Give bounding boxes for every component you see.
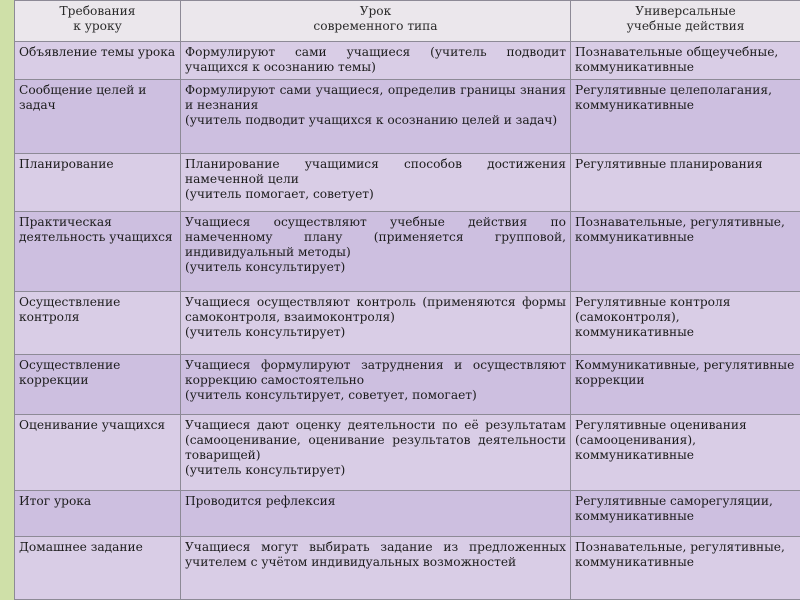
header-learning-actions (571, 1, 800, 42)
lesson-cell (181, 154, 571, 212)
table-row (15, 415, 800, 491)
lesson-text: Проводится рефлексия (185, 494, 336, 508)
table-row (15, 42, 800, 80)
header-requirements (15, 1, 181, 42)
lesson-note: (учитель консультирует) (185, 325, 346, 339)
lesson-text: Учащиеся осуществляют контроль (применяются формы самоконтроля, взаимоконтроля) (185, 295, 566, 324)
lesson-text: Планирование учащимися способов достижения намеченной цели (185, 157, 566, 186)
requirement-cell: Сообщение целей и задач (15, 80, 181, 154)
lesson-cell (181, 292, 571, 355)
actions-cell: Познавательные, регулятивные, коммуникативные (571, 212, 800, 292)
header-line: учебные действия (626, 19, 745, 33)
lesson-cell (181, 80, 571, 154)
header-modern-lesson (181, 1, 571, 42)
lesson-note: (учитель консультирует) (185, 260, 346, 274)
actions-cell: Коммуникативные, регулятивные коррекции (571, 355, 800, 415)
table-row (15, 491, 800, 537)
requirement-cell: Осуществление коррекции (15, 355, 181, 415)
lesson-note: (учитель консультирует, советует, помогает) (185, 388, 477, 402)
requirement-cell: Домашнее задание (15, 537, 181, 600)
lesson-requirements-table (14, 0, 800, 600)
header-line: Урок (359, 4, 392, 18)
table-row (15, 154, 800, 212)
actions-cell: Познавательные, регулятивные, коммуникативные (571, 537, 800, 600)
lesson-text: Формулируют сами учащиеся (учитель подводит учащихся к осознанию темы) (185, 45, 566, 74)
lesson-text: Учащиеся осуществляют учебные действия по намеченному плану (применяется групповой, индивидуальный методы) (185, 215, 566, 259)
lesson-note: (учитель подводит учащихся к осознанию целей и задач) (185, 113, 558, 127)
header-line: современного типа (313, 19, 438, 33)
lesson-cell (181, 415, 571, 491)
table-row (15, 212, 800, 292)
slide-left-strip (0, 0, 14, 600)
requirement-cell: Итог урока (15, 491, 181, 537)
lesson-cell (181, 42, 571, 80)
header-line: к уроку (73, 19, 122, 33)
header-line: Универсальные (635, 4, 736, 18)
lesson-text: Учащиеся могут выбирать задание из предложенных учителем с учётом индивидуальных возможностей (185, 540, 566, 569)
requirement-cell: Практическая деятельность учащихся (15, 212, 181, 292)
requirement-cell: Оценивание учащихся (15, 415, 181, 491)
lesson-note: (учитель помогает, советует) (185, 187, 374, 201)
requirement-cell: Осуществление контроля (15, 292, 181, 355)
actions-cell: Регулятивные контроля (самоконтроля), коммуникативные (571, 292, 800, 355)
table-row (15, 292, 800, 355)
actions-cell: Регулятивные саморегуляции, коммуникативные (571, 491, 800, 537)
requirement-cell: Объявление темы урока (15, 42, 181, 80)
lesson-cell (181, 212, 571, 292)
lesson-cell (181, 491, 571, 537)
lesson-cell (181, 355, 571, 415)
lesson-note: (учитель консультирует) (185, 463, 346, 477)
actions-cell: Регулятивные целеполагания, коммуникативные (571, 80, 800, 154)
requirement-cell: Планирование (15, 154, 181, 212)
table-row (15, 355, 800, 415)
actions-cell: Регулятивные планирования (571, 154, 800, 212)
actions-cell: Регулятивные оценивания (самооценивания), коммуникативные (571, 415, 800, 491)
lesson-text: Учащиеся дают оценку деятельности по её результатам (самооценивание, оценивание результатов деятельности товарищей) (185, 418, 566, 462)
table-row (15, 80, 800, 154)
header-line: Требования (59, 4, 136, 18)
lesson-cell (181, 537, 571, 600)
actions-cell: Познавательные общеучебные, коммуникативные (571, 42, 800, 80)
table-row (15, 537, 800, 600)
table-header-row (15, 1, 800, 42)
lesson-text: Формулируют сами учащиеся, определив границы знания и незнания (185, 83, 566, 112)
lesson-text: Учащиеся формулируют затруднения и осуществляют коррекцию самостоятельно (185, 358, 566, 387)
